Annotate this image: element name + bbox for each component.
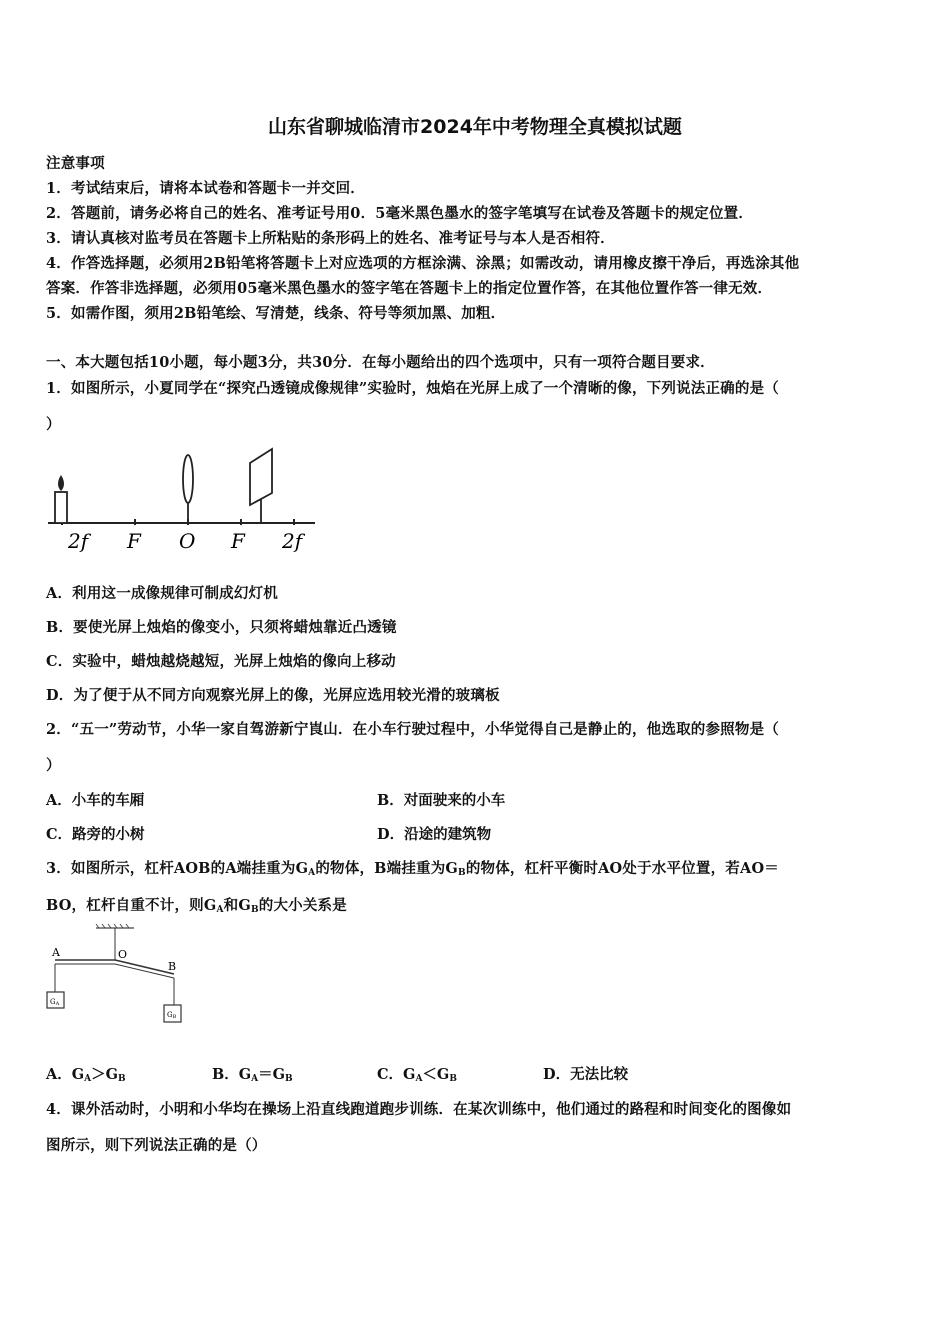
q1-stem-cont: ） xyxy=(46,416,61,433)
q3-option-b-pre: B．G xyxy=(212,1066,252,1083)
q2-option-b: B．对面驶来的小车 xyxy=(377,792,506,809)
q4-stem-cont: 图所示，则下列说法正确的是（） xyxy=(46,1137,267,1154)
q3-option-b xyxy=(212,1063,293,1084)
convex-lens xyxy=(183,455,193,503)
label-weight-gb-sub: B xyxy=(172,1014,177,1020)
note-item-5: 5．如需作图，须用2B铅笔绘、写清楚，线条、符号等须加黑、加粗． xyxy=(46,305,506,322)
q3-option-c xyxy=(377,1063,457,1084)
q3-option-b-sub1: A xyxy=(251,1074,259,1084)
q3-stem-cont-part3: 的大小关系是 xyxy=(258,897,347,914)
q2-option-c: C．路旁的小树 xyxy=(46,826,145,843)
q3-option-c-sub2: B xyxy=(449,1074,457,1084)
q1-option-d: D．为了便于从不同方向观察光屏上的像，光屏应选用较光滑的玻璃板 xyxy=(46,687,500,704)
q2-option-a: A．小车的车厢 xyxy=(46,792,145,809)
note-item-3: 3．请认真核对监考员在答题卡上所粘贴的条形码上的姓名、准考证号与本人是否相符． xyxy=(46,230,615,247)
q3-option-a-sub2: B xyxy=(118,1074,126,1084)
q3-stem-cont-part2: 和G xyxy=(223,897,251,914)
label-point-a: A xyxy=(52,946,60,959)
q3-stem xyxy=(46,857,779,878)
q3-option-a-sub1: A xyxy=(84,1074,92,1084)
label-weight-ga-sub: A xyxy=(55,1001,60,1007)
q3-option-a-pre: A．G xyxy=(46,1066,85,1083)
q3-stem-part3: 的物体，杠杆平衡时AO处于水平位置，若AO＝ xyxy=(465,860,779,877)
q3-stem-cont-sub-b: B xyxy=(250,905,259,915)
q3-option-b-mid: ＝G xyxy=(258,1066,286,1083)
candle-body xyxy=(55,492,67,523)
q3-stem-part1: 3．如图所示，杠杆AOB的A端挂重为G xyxy=(46,860,309,877)
note-item-1: 1．考试结束后，请将本试卷和答题卡一并交回． xyxy=(46,180,365,197)
q2-stem: 2．“五一”劳动节，小华一家自驾游新宁崀山．在小车行驶过程中，小华觉得自己是静止的，他选取的参照物是（ xyxy=(46,721,779,738)
lever-ob-edge xyxy=(115,964,174,978)
label-weight-ga-letter: G xyxy=(50,998,56,1006)
q3-option-b-sub2: B xyxy=(285,1074,293,1084)
q3-option-c-pre: C．G xyxy=(377,1066,416,1083)
q3-stem-sub-a: A xyxy=(308,868,316,878)
section-heading: 一、本大题包括10小题，每小题3分，共30分．在每小题给出的四个选项中，只有一项符合题目要求． xyxy=(46,354,715,371)
label-f-right: F xyxy=(231,529,245,553)
q3-lever-figure xyxy=(42,922,192,1032)
q1-option-b: B．要使光屏上烛焰的像变小，只须将蜡烛靠近凸透镜 xyxy=(46,619,397,636)
candle-flame-icon xyxy=(58,475,64,491)
q1-option-a: A．利用这一成像规律可制成幻灯机 xyxy=(46,585,278,602)
q3-stem-cont-part1: BO，杠杆自重不计，则G xyxy=(46,897,217,914)
note-item-4: 4．作答选择题，必须用2B铅笔将答题卡上对应选项的方框涂满、涂黑；如需改动，请用橡皮擦干净后，再选涂其他 xyxy=(46,255,800,272)
label-2f-left: 2f xyxy=(68,529,89,553)
q3-stem-sub-b: B xyxy=(458,868,466,878)
lever-ob xyxy=(115,960,177,974)
q3-option-d: D．无法比较 xyxy=(543,1066,629,1083)
light-screen xyxy=(250,449,272,505)
q3-stem-part2: 的物体，B端挂重为G xyxy=(315,860,458,877)
q3-option-c-sub1: A xyxy=(415,1074,423,1084)
q2-option-d: D．沿途的建筑物 xyxy=(377,826,492,843)
q2-stem-cont: ） xyxy=(46,757,61,774)
q3-option-a-mid: ＞G xyxy=(91,1066,119,1083)
note-item-2: 2．答题前，请务必将自己的姓名、准考证号用0．5毫米黑色墨水的签字笔填写在试卷及答题卡的规定位置． xyxy=(46,205,754,222)
q3-option-c-mid: ＜G xyxy=(422,1066,450,1083)
document-title: 山东省聊城临清市2024年中考物理全真模拟试题 xyxy=(268,116,682,138)
label-weight-gb-letter: G xyxy=(167,1011,173,1019)
q3-stem-cont xyxy=(46,894,347,915)
q3-option-a xyxy=(46,1063,126,1084)
label-point-b: B xyxy=(168,960,177,973)
label-o: O xyxy=(179,529,196,553)
notes-heading: 注意事项 xyxy=(46,155,105,172)
q4-stem: 4．课外活动时，小明和小华均在操场上沿直线跑道跑步训练．在某次训练中，他们通过的路程和时间变化的图像如 xyxy=(46,1101,792,1118)
label-point-o: O xyxy=(118,948,128,961)
note-item-4-cont: 答案．作答非选择题，必须用05毫米黑色墨水的签字笔在答题卡上的指定位置作答，在其他位置作答一律无效． xyxy=(46,280,773,297)
q1-stem: 1．如图所示，小夏同学在“探究凸透镜成像规律”实验时，烛焰在光屏上成了一个清晰的像，下列说法正确的是（ xyxy=(46,380,779,397)
q1-lens-figure xyxy=(40,445,325,560)
q1-option-c: C．实验中，蜡烛越烧越短，光屏上烛焰的像向上移动 xyxy=(46,653,396,670)
label-2f-right: 2f xyxy=(282,529,303,553)
q3-stem-cont-sub-a: A xyxy=(216,905,224,915)
label-f-left: F xyxy=(127,529,141,553)
